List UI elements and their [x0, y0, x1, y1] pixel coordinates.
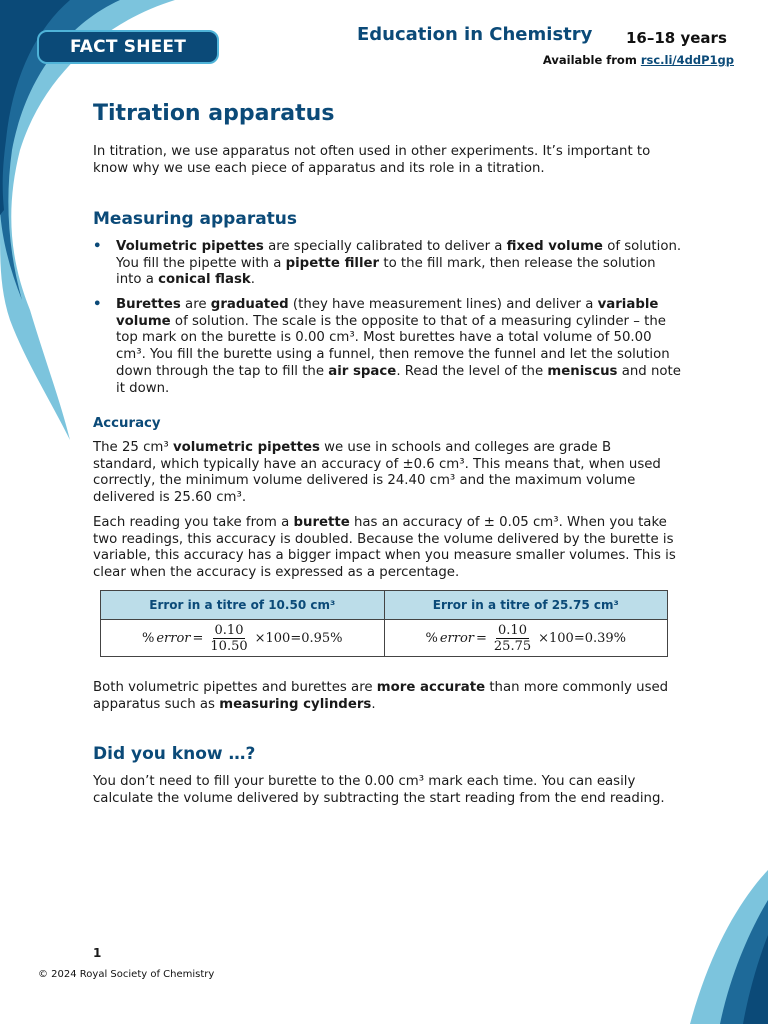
table-cell: [101, 620, 385, 657]
age-range: 16–18 years: [626, 29, 727, 47]
page-title: Titration apparatus: [93, 101, 335, 126]
source-link[interactable]: rsc.li/4ddP1gp: [640, 53, 734, 67]
did-you-know-heading: Did you know …?: [93, 744, 256, 764]
bullet-icon: •: [93, 297, 102, 312]
accuracy-paragraph-1: The 25 cm³ volumetric pipettes we use in schools and colleges are grade B standard, which typically have an accuracy of ±0.6 cm³. This means that, when used correctly, the minimum volume delivered is 24.40 cm³ and the maximum volume delivered is 25.60 cm³.: [93, 440, 661, 506]
available-label: Available from: [542, 53, 637, 67]
table-header: Error in a titre of 25.75 cm³: [384, 591, 668, 620]
bullet-icon: •: [93, 239, 102, 254]
table-cell: [384, 620, 668, 657]
availability-line: [543, 53, 734, 67]
accuracy-heading: Accuracy: [93, 416, 161, 431]
error-table: [100, 590, 668, 657]
table-row: [101, 620, 668, 657]
list-item: • Volumetric pipettes are specially calibrated to deliver a fixed volume of solution. You fill the pipette with a pipette filler to the fill mark, then release the solution into a conical flask.: [93, 239, 682, 288]
error-equation: % error = $\frac{0.10}{25.75}$ ×100=0.39%: [425, 622, 627, 654]
fact-sheet-badge: FACT SHEET: [37, 30, 219, 64]
accuracy-paragraph-2: Each reading you take from a burette has an accuracy of ± 0.05 cm³. When you take two readings, this accuracy is doubled. Because the volume delivered by the burette is variable, this accuracy has a bigger impact when you measure smaller volumes. This is clear when the accuracy is expressed as a percentage.: [93, 515, 676, 581]
error-equation: % error = $\frac{0.10}{10.50}$ ×100=0.95%: [141, 622, 343, 654]
table-header: Error in a titre of 10.50 cm³: [101, 591, 385, 620]
intro-paragraph: In titration, we use apparatus not often used in other experiments. It’s important to know why we use each piece of apparatus and its role in a titration.: [93, 144, 651, 176]
accuracy-paragraph-3: Both volumetric pipettes and burettes are more accurate than more commonly used apparatus such as measuring cylinders.: [93, 680, 669, 712]
page-number: 1: [93, 946, 102, 960]
measuring-heading: Measuring apparatus: [93, 209, 298, 229]
copyright: © 2024 Royal Society of Chemistry: [38, 969, 215, 980]
did-you-know-paragraph: You don’t need to fill your burette to the 0.00 cm³ mark each time. You can easily calculate the volume delivered by subtracting the start reading from the end reading.: [93, 774, 665, 806]
brand-title: Education in Chemistry: [357, 24, 593, 45]
list-item: • Burettes are graduated (they have measurement lines) and deliver a variable volume of solution. The scale is the opposite to that of a measuring cylinder – the top mark on the burette is 0.00 cm³. Most burettes have a total volume of 50.00 cm³. You fill the burette using a funnel, then remove the funnel and let the solution down through the tap to fill the air space. Read the level of the meniscus and note it down.: [93, 297, 681, 396]
